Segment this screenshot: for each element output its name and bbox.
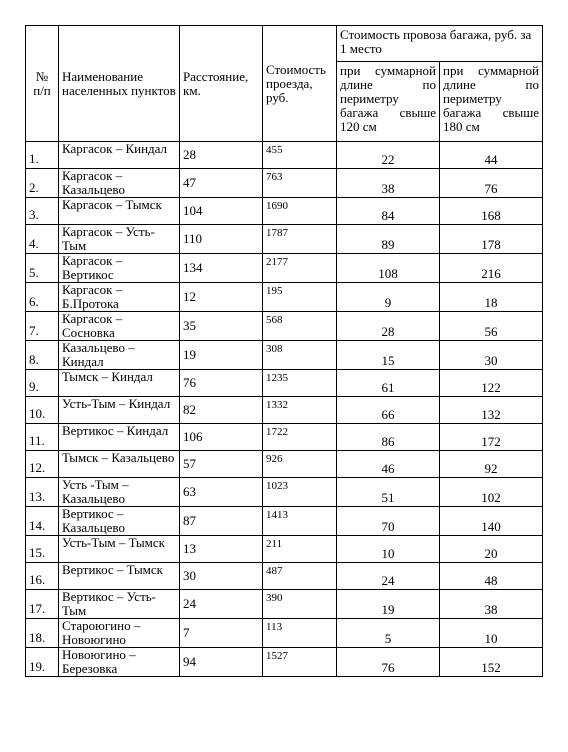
header-bag-120: при суммарной длине по периметру багажа свыше 120 см [337,62,440,142]
table-row [26,424,543,451]
baggage-120-cell: 46 [337,451,440,478]
baggage-120-cell: 108 [337,254,440,283]
table-row [26,397,543,424]
distance-cell: 76 [180,370,263,397]
baggage-180-cell: 132 [440,397,543,424]
baggage-120-cell: 10 [337,536,440,563]
table-row [26,225,543,254]
route-name: Каргасок – Киндал [59,142,180,169]
distance-cell: 19 [180,341,263,370]
route-name: Каргасок – Тымск [59,198,180,225]
fare-cell: 763 [263,169,337,198]
baggage-180-cell: 178 [440,225,543,254]
fare-cell: 390 [263,590,337,619]
distance-cell: 28 [180,142,263,169]
distance-cell: 24 [180,590,263,619]
route-name: Каргасок – Б.Протока [59,283,180,312]
fare-cell: 113 [263,619,337,648]
row-index: 14. [26,507,59,536]
route-name: Каргасок – Усть-Тым [59,225,180,254]
distance-cell: 134 [180,254,263,283]
route-name: Усть-Тым – Тымск [59,536,180,563]
baggage-120-cell: 66 [337,397,440,424]
row-index: 8. [26,341,59,370]
fare-cell: 568 [263,312,337,341]
row-index: 17. [26,590,59,619]
table-row [26,563,543,590]
row-index: 13. [26,478,59,507]
baggage-120-cell: 24 [337,563,440,590]
table-row [26,648,543,677]
fare-cell: 1527 [263,648,337,677]
route-name: Вертикос – Киндал [59,424,180,451]
baggage-180-cell: 92 [440,451,543,478]
baggage-120-cell: 5 [337,619,440,648]
row-index: 18. [26,619,59,648]
table-row [26,619,543,648]
table-row [26,370,543,397]
baggage-120-cell: 38 [337,169,440,198]
baggage-180-cell: 152 [440,648,543,677]
baggage-180-cell: 56 [440,312,543,341]
distance-cell: 57 [180,451,263,478]
row-index: 6. [26,283,59,312]
baggage-120-cell: 86 [337,424,440,451]
route-name: Каргасок – Сосновка [59,312,180,341]
table-row [26,169,543,198]
baggage-180-cell: 44 [440,142,543,169]
route-name: Усть-Тым – Киндал [59,397,180,424]
fare-cell: 1722 [263,424,337,451]
distance-cell: 63 [180,478,263,507]
table-row [26,536,543,563]
row-index: 5. [26,254,59,283]
fare-cell: 1332 [263,397,337,424]
route-name: Вертикос – Казальцево [59,507,180,536]
row-index: 1. [26,142,59,169]
route-name: Каргасок – Вертикос [59,254,180,283]
route-name: Староюгино – Новоюгино [59,619,180,648]
route-name: Новоюгино – Березовка [59,648,180,677]
distance-cell: 13 [180,536,263,563]
route-name: Тымск – Казальцево [59,451,180,478]
baggage-120-cell: 51 [337,478,440,507]
route-name: Усть -Тым – Казальцево [59,478,180,507]
row-index: 16. [26,563,59,590]
table-row [26,312,543,341]
distance-cell: 82 [180,397,263,424]
baggage-120-cell: 84 [337,198,440,225]
table-row [26,507,543,536]
table-row [26,478,543,507]
row-index: 15. [26,536,59,563]
fare-table [25,25,543,677]
route-name: Вертикос – Тымск [59,563,180,590]
baggage-120-cell: 22 [337,142,440,169]
fare-cell: 308 [263,341,337,370]
distance-cell: 35 [180,312,263,341]
table-row [26,142,543,169]
row-index: 7. [26,312,59,341]
baggage-120-cell: 89 [337,225,440,254]
fare-cell: 1690 [263,198,337,225]
baggage-180-cell: 216 [440,254,543,283]
baggage-120-cell: 76 [337,648,440,677]
header-distance: Расстояние, км. [180,26,263,142]
baggage-120-cell: 15 [337,341,440,370]
fare-cell: 195 [263,283,337,312]
route-name: Тымск – Киндал [59,370,180,397]
distance-cell: 104 [180,198,263,225]
header-row [26,26,543,62]
distance-cell: 87 [180,507,263,536]
fare-cell: 455 [263,142,337,169]
table-row [26,283,543,312]
fare-cell: 487 [263,563,337,590]
header-fare: Стоимость проезда, руб. [263,26,337,142]
header-index: № п/п [26,26,59,142]
table-row [26,198,543,225]
header-name: Наименование населенных пунктов [59,26,180,142]
row-index: 12. [26,451,59,478]
baggage-180-cell: 30 [440,341,543,370]
fare-cell: 211 [263,536,337,563]
baggage-180-cell: 122 [440,370,543,397]
baggage-180-cell: 18 [440,283,543,312]
table-row [26,254,543,283]
fare-cell: 2177 [263,254,337,283]
baggage-180-cell: 20 [440,536,543,563]
fare-cell: 1787 [263,225,337,254]
baggage-180-cell: 172 [440,424,543,451]
baggage-120-cell: 19 [337,590,440,619]
baggage-180-cell: 10 [440,619,543,648]
row-index: 10. [26,397,59,424]
row-index: 3. [26,198,59,225]
baggage-180-cell: 102 [440,478,543,507]
distance-cell: 30 [180,563,263,590]
fare-cell: 1235 [263,370,337,397]
table-row [26,341,543,370]
route-name: Вертикос – Усть-Тым [59,590,180,619]
baggage-180-cell: 168 [440,198,543,225]
table-row [26,451,543,478]
baggage-120-cell: 70 [337,507,440,536]
fare-cell: 926 [263,451,337,478]
row-index: 19. [26,648,59,677]
row-index: 4. [26,225,59,254]
distance-cell: 110 [180,225,263,254]
table-row [26,590,543,619]
fare-cell: 1023 [263,478,337,507]
baggage-120-cell: 9 [337,283,440,312]
fare-cell: 1413 [263,507,337,536]
distance-cell: 106 [180,424,263,451]
baggage-180-cell: 140 [440,507,543,536]
baggage-180-cell: 38 [440,590,543,619]
row-index: 11. [26,424,59,451]
distance-cell: 47 [180,169,263,198]
baggage-120-cell: 28 [337,312,440,341]
route-name: Казальцево – Киндал [59,341,180,370]
distance-cell: 12 [180,283,263,312]
route-name: Каргасок – Казальцево [59,169,180,198]
header-bag-180: при суммарной длине по периметру багажа свыше 180 см [440,62,543,142]
row-index: 9. [26,370,59,397]
baggage-180-cell: 76 [440,169,543,198]
distance-cell: 7 [180,619,263,648]
header-baggage: Стоимость провоза багажа, руб. за 1 место [337,26,543,62]
distance-cell: 94 [180,648,263,677]
row-index: 2. [26,169,59,198]
baggage-120-cell: 61 [337,370,440,397]
baggage-180-cell: 48 [440,563,543,590]
